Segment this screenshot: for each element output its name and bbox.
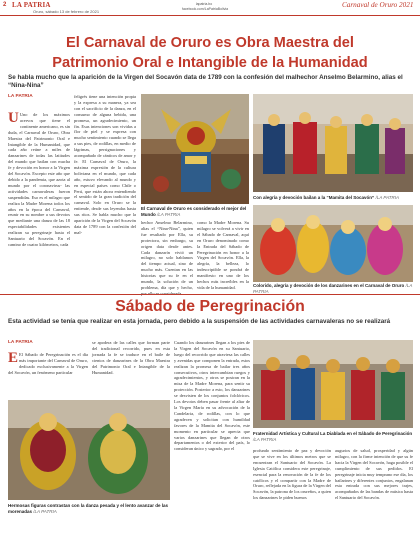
article1-col3: hechor Anselmo Belarmino, alias el “Nina-Nina”, quien fue resultado por Ella, su protectora, sin embargo, su origen data desde antes. Cada danzarín vivió un milagro, no solo hablamos del tiempo actual, sino de mucho más. Cuentan en las historias que su fe en el mundo, la solución de un problema, día que y hecho,	[141, 220, 193, 290]
article2-col5: augurios de salud, prosperidad y algún milagro, con la firme intención de que su fe hacia la Virgen del Socavón, haga posible el cumplimiento de sus pedidos. El peregrinaje inicia muy temprano ese día, los bailarines y diferentes conjuntos, engalanan esta entrada con sus mejores trajes, acompañados de las bandas de música hasta el Santuario del Socavón.	[335, 448, 413, 501]
article2-col2: se apodera de las calles que forman parte del tradicional recorrido, pues en esta jornada la fe se traduce en el baile de cientos de danzarines de la Obra Maestra del Patrimonio Oral e Intangible de la Humanidad.	[92, 340, 170, 375]
caption3-text: Colorido, alegría y devoción de los danzarines en el Carnaval de Oruro	[253, 283, 405, 288]
article2-lead: Esta actividad se tenía que realizar en esta jornada, pero debido a la suspensión de las actividades carnavaleras no se realizará	[8, 318, 391, 325]
article1-title-line2: Patrimonio Oral e Intangible de la Humanidad	[52, 55, 368, 71]
header-divider	[0, 15, 420, 16]
caption5-text: Fraternidad Artística y Cultural La Diablada en el Sábado de Peregrinación	[253, 431, 413, 436]
caption3-credit: /LA PATRIA	[253, 283, 413, 294]
article2-caption1	[8, 503, 170, 514]
article1-caption1	[141, 206, 249, 217]
page-number: 2	[3, 2, 7, 8]
article2-col1-text: El Sábado de Peregrinación es el día más importante del Carnaval de Oruro, dedicado exclusivamente a la Virgen del Socavón, un fenómeno particular	[8, 352, 88, 375]
section-title: Carnaval de Oruro 2021	[342, 1, 414, 9]
article1-col4: como la Madre Morena. Su milagro se volverá a vivir en el Sábado de Carnaval, aquí en Oruro denominado como la Entrada del Sábado de Peregrinación en honor a la Virgen del Socavón. Ella, la alegría, la belleza, lo indescriptible se pondrá de manifiesto en uno de los hechos más increíbles en la vida de la humanidad.	[197, 220, 249, 290]
article2-col3: Cuando los danzarines llegan a los pies de la Virgen del Socavón en su Santuario, luego del recorrido que atraviesa las calles y avenidas que componen la entrada, estos realizan la promesa de bailar tres años consecutivos, otros intercambian ruegos y agradecimientos, y otros se postran en la misa de la Madre Morena, para sentir su protección. Posterior a esto, los danzarines se desvisten de los conjuntos folclóricos. Los devotos deben pasar frente al altar de la Virgen María en su advocación de la Candelaria, de rodillas, con lo que agradecen y solicitan con humildad favores de la Mamita del Socavón, este momento en particular se aprecia que varios danzarines que llegan de otros departamentos o del exterior del país, lo consideran único y sagrado, por el	[174, 340, 250, 452]
dancers-devotion-photo	[253, 94, 413, 192]
caption1-credit: /LA PATRIA	[157, 211, 181, 217]
article-divider	[0, 294, 420, 295]
facebook-link[interactable]: facebook.com/LaPatriaBolivia	[182, 6, 229, 11]
article1-col1	[8, 112, 70, 292]
diablada-photo	[253, 340, 413, 428]
article2-col4: profundo sentimiento de paz y devoción que se vive en los últimos metros que se encuentran el Santuario del Socavón. La Iglesia Católica considera este peregrinaje, esencial para la renovación de la fe de los católicos y el compartir con la Madre de Oruro, reflejada en la figura de la Virgen del Socavón, la patrona de los orureños, a quien los danzarines le piden buenos	[253, 448, 331, 501]
article1-lead: Se habla mucho que la aparición de la Virgen del Socavón data de 1789 con la confesión del malhechor Anselmo Belarmino, alias el “Nina-Nina”	[8, 74, 403, 89]
caption2-credit: /LA PATRIA	[375, 195, 399, 200]
newspaper-logo: LA PATRIA	[12, 1, 51, 9]
colorful-dancers-photo	[253, 205, 413, 282]
article1-col1-text: Uno de los máximos acervos que tiene el continente americano, es sin duda, el Carnaval de Oruro, Obra Maestra del Patrimonio Oral e Intangible de la Humanidad, que cada año reúne a miles de danzarines de todas las latitudes del mundo que bailan con mucha fe y devoción en honor a la Virgen del Socavón. Excepto este año que debido a la pandemia, que azota al mundo por el coronavirus- las actividades carnavaleras fueron suspendidas. Eso es el milagro que realiza la Madre Morena todos los años en la época del Carnaval, reunir en su nombre a sus devotos que mediante una danza de las 18 espectabilidades existentes realizan su peregrinaje hasta el Santuario del Socavón. En el camino de cuatro kilómetros, cada	[8, 112, 70, 247]
article2-kicker: LA PATRIA	[8, 340, 33, 345]
article1-caption2	[253, 195, 413, 201]
article1-caption3	[253, 283, 413, 294]
website-link[interactable]: lapatria.bo	[195, 2, 213, 6]
morenada-photo	[8, 400, 170, 500]
carnival-dancer-photo	[141, 94, 249, 204]
dropcap: U	[8, 110, 19, 126]
issue-date: Oruro, sábado 13 de febrero de 2021	[33, 9, 100, 14]
article2-caption2	[253, 431, 413, 442]
article1-title-line1: El Carnaval de Oruro es Obra Maestra del	[66, 35, 354, 51]
web-links	[182, 2, 229, 11]
article1-col2: feligrés tiene una intención propia y la expresa a su manera, ya sea con el sacrificio de la danza, en el consumo de alguna bebida, una promesa, un agradecimiento, un fin. Esas intenciones son vividas a flor de piel y se expresa con mucho sentimiento cuando se llega a sus pies, de rodillas, en medio de lágrimas, persignaciones y acompañado de cánticos de amor y fe. El Carnaval de Oruro, la máxima expresión de la cultura boliviana en el mundo, que cada año, estuvo elevando al mundo y en especial países como Chile o Perú, que están ahora entendiendo el sentido de la gran tradición del carnaval. Solo en Oruro se la entiende, desde sus leyendas hasta sus ritos. Se habla mucho que la aparición de la Virgen del Socavón data de 1789 con la confesión del mal-	[74, 94, 136, 235]
article2-col1	[8, 352, 88, 398]
article2-title: Sábado de Peregrinación	[115, 298, 305, 315]
caption4-text: Hermosas figuras contrastan con la danza pesada y el lento avanzar de las morenadas	[8, 503, 169, 514]
dropcap: E	[8, 350, 19, 366]
article1-kicker: LA PATRIA	[8, 94, 33, 99]
caption1-text: El Carnaval de Oruro es considerado el mejor del Mundo	[141, 206, 247, 217]
caption5-credit: /LA PATRIA	[253, 436, 277, 442]
caption4-credit: /LA PATRIA	[33, 508, 57, 514]
caption2-text: Con alegría y devoción bailan a la “Mamita del Socavón”	[253, 195, 375, 200]
